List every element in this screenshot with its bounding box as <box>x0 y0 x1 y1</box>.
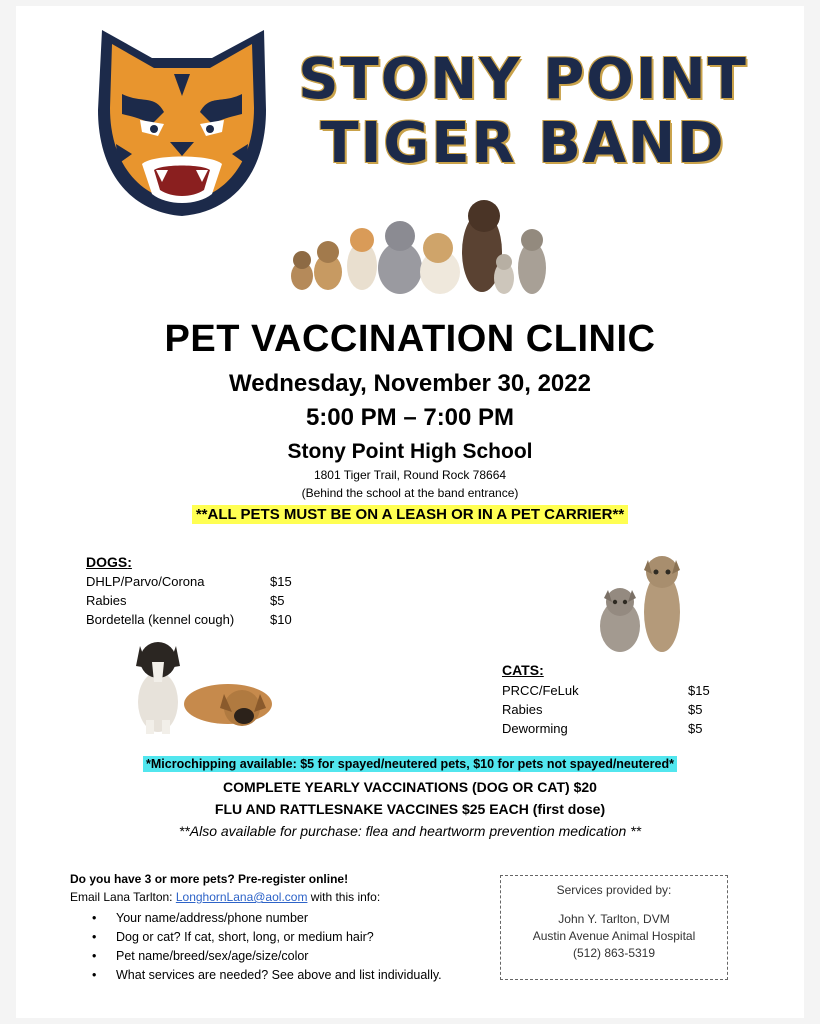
yearly-vaccination-offer: COMPLETE YEARLY VACCINATIONS (DOG OR CAT) $20 <box>223 779 597 795</box>
price-row <box>502 719 732 738</box>
service-name: DHLP/Parvo/Corona <box>86 574 205 589</box>
event-date: Wednesday, November 30, 2022 <box>229 370 591 397</box>
also-available-note: **Also available for purchase: flea and heartworm prevention medication ** <box>178 823 642 839</box>
banner-line-1: STONY POINT <box>298 47 748 112</box>
service-price: $10 <box>270 612 292 627</box>
service-price: $5 <box>688 702 703 717</box>
pets-group-photo <box>288 192 550 302</box>
event-time: 5:00 PM – 7:00 PM <box>305 404 515 431</box>
dogs-heading: DOGS: <box>86 554 132 570</box>
banner-line-2: TIGER BAND <box>320 111 726 176</box>
leash-notice <box>16 506 804 523</box>
cats-price-list <box>502 681 732 738</box>
dogs-photo <box>124 632 284 736</box>
list-item: • Pet name/breed/sex/age/size/color <box>90 947 470 965</box>
cats-heading: CATS: <box>502 662 544 678</box>
service-name: PRCC/FeLuk <box>502 683 579 698</box>
cats-photo <box>586 550 694 658</box>
price-row <box>502 681 732 700</box>
service-name: Rabies <box>502 702 543 717</box>
list-item: • Dog or cat? If cat, short, long, or medium hair? <box>90 928 470 946</box>
hospital-name: Austin Avenue Animal Hospital <box>532 929 696 943</box>
service-name: Bordetella (kennel cough) <box>86 612 235 627</box>
dogs-price-list <box>86 572 326 629</box>
price-row <box>502 700 732 719</box>
service-name: Deworming <box>502 721 568 736</box>
event-location: Stony Point High School <box>287 440 533 463</box>
service-price: $5 <box>270 593 285 608</box>
leash-notice-text: **ALL PETS MUST BE ON A LEASH OR IN A PET CARRIER** <box>192 505 628 524</box>
services-heading: Services provided by: <box>556 883 672 897</box>
service-price: $5 <box>688 721 703 736</box>
price-row <box>86 572 326 591</box>
service-price: $15 <box>688 683 710 698</box>
flyer-page <box>16 6 804 1018</box>
service-name: Rabies <box>86 593 127 608</box>
address-note: (Behind the school at the band entrance) <box>301 486 519 500</box>
preregister-email-line: Email Lana Tarlton: LonghornLana@aol.com with this info: <box>70 890 381 904</box>
preregister-heading: Do you have 3 or more pets? Pre-register online! <box>70 872 349 886</box>
hospital-phone: (512) 863-5319 <box>572 946 656 960</box>
microchip-notice <box>16 757 804 771</box>
flu-rattlesnake-offer: FLU AND RATTLESNAKE VACCINES $25 EACH (first dose) <box>214 801 606 817</box>
microchip-notice-text: *Microchipping available: $5 for spayed/neutered pets, $10 for pets not spayed/neutered* <box>143 756 677 772</box>
list-item: • What services are needed? See above and list individually. <box>90 966 470 984</box>
email-link[interactable]: LonghornLana@aol.com <box>175 890 308 904</box>
service-price: $15 <box>270 574 292 589</box>
doctor-name: John Y. Tarlton, DVM <box>558 912 670 926</box>
price-row <box>86 591 326 610</box>
tiger-mascot-logo <box>82 24 282 220</box>
event-address: 1801 Tiger Trail, Round Rock 78664 <box>313 468 507 482</box>
preregister-info-list <box>90 909 470 985</box>
page-title: PET VACCINATION CLINIC <box>164 318 656 360</box>
list-item: • Your name/address/phone number <box>90 909 470 927</box>
price-row <box>86 610 326 629</box>
band-banner <box>278 48 768 176</box>
services-provider-box <box>500 875 728 980</box>
